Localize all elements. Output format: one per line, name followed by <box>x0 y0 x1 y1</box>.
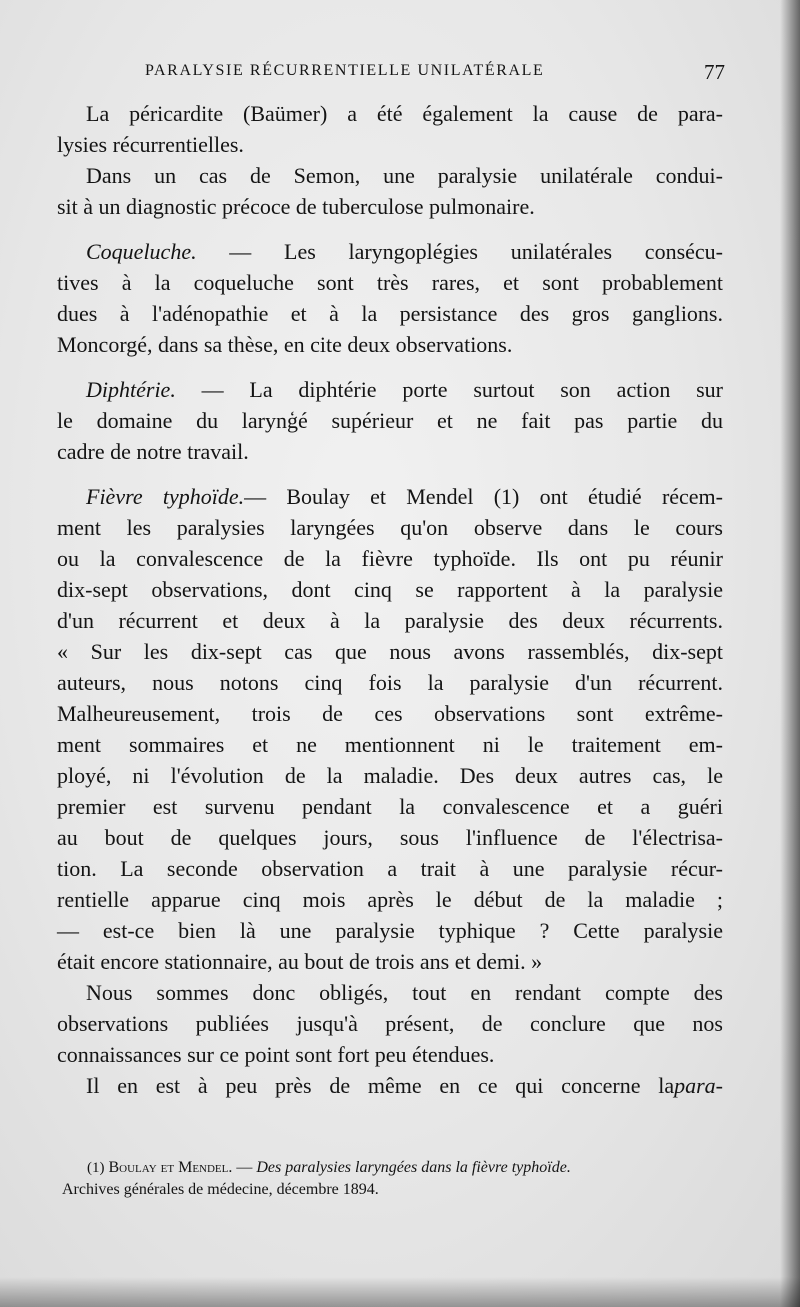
section-heading-coqueluche: Coqueluche. <box>86 239 197 264</box>
text-line: le domaine du larynģé supérieur et ne fait pas partie du <box>57 408 723 433</box>
paragraph-gap <box>57 222 723 236</box>
text-line: ployé, ni l'évolution de la maladie. Des deux autres cas, le <box>57 763 723 788</box>
footnote-authors: Boulay et Mendel. <box>108 1159 233 1176</box>
footnote-dash: — <box>232 1159 257 1176</box>
text-line: ou la convalescence de la fièvre typhoïde. Ils ont pu réunir <box>57 546 723 571</box>
hyphenated-word: para- <box>674 1073 723 1098</box>
text-line: rentielle apparue cinq mois après le début de la maladie ; <box>57 887 723 912</box>
body-text <box>57 98 723 1101</box>
paragraph-gap <box>57 467 723 481</box>
text-run: — Boulay et Mendel (1) ont étudié récem- <box>244 484 723 509</box>
paragraph-diphterie <box>57 374 723 467</box>
page-bottom-shadow <box>0 1277 800 1307</box>
text-run: — Les laryngoplégies unilatérales consécu- <box>196 239 723 264</box>
text-line <box>57 374 723 405</box>
text-line: au bout de quelques jours, sous l'influence de l'électrisa- <box>57 825 723 850</box>
text-run: — La diphtérie porte surtout son action sur <box>175 377 723 402</box>
text-line: dix-sept observations, dont cinq se rapportent à la paralysie <box>57 577 723 602</box>
text-line <box>57 1070 723 1101</box>
text-line: d'un récurrent et deux à la paralysie des deux récurrents. <box>57 608 723 633</box>
text-line: ment les paralysies laryngées qu'on observe dans le cours <box>57 515 723 540</box>
paragraph-gap <box>57 360 723 374</box>
paragraph-fievre-typhoide <box>57 481 723 977</box>
text-line: auteurs, nous notons cinq fois la paralysie d'un récurrent. <box>57 670 723 695</box>
section-heading-fievre-typhoide: Fièvre typhoïde. <box>86 484 245 509</box>
text-line <box>57 481 723 512</box>
text-line: La péricardite (Baümer) a été également la cause de para- <box>86 101 723 126</box>
footnote <box>62 1157 724 1201</box>
page-header <box>145 60 725 86</box>
text-line: — est-ce bien là une paralysie typhique ? Cette paralysie <box>57 918 723 943</box>
running-title: PARALYSIE RÉCURRENTIELLE UNILATÉRALE <box>145 62 545 79</box>
paragraph-conclusion <box>57 977 723 1070</box>
section-heading-diphterie: Diphtérie. <box>86 377 176 402</box>
text-line: « Sur les dix-sept cas que nous avons rassemblés, dix-sept <box>57 639 723 664</box>
text-line <box>57 236 723 267</box>
text-line: Nous sommes donc obligés, tout en rendant compte des <box>86 980 723 1005</box>
page-number: 77 <box>704 60 725 84</box>
text-line: cadre de notre travail. <box>57 439 249 464</box>
text-line: connaissances sur ce point sont fort peu étendues. <box>57 1042 495 1067</box>
text-line: Dans un cas de Semon, une paralysie unilatérale condui- <box>86 163 723 188</box>
text-line: tion. La seconde observation a trait à une paralysie récur- <box>57 856 723 881</box>
footnote-title: Des paralysies laryngées dans la fièvre typhoïde. <box>256 1159 571 1176</box>
footnote-line: Archives générales de médecine, décembre 1894. <box>62 1181 379 1198</box>
text-line: observations publiées jusqu'à présent, de conclure que nos <box>57 1011 723 1036</box>
text-line: premier est survenu pendant la convalescence et a guéri <box>57 794 723 819</box>
text-line: Malheureusement, trois de ces observations sont extrême- <box>57 701 723 726</box>
paragraph-coqueluche <box>57 236 723 360</box>
text-line: dues à l'adénopathie et à la persistance des gros ganglions. <box>57 301 723 326</box>
text-line: lysies récurrentielles. <box>57 132 244 157</box>
paragraph-semon <box>57 160 723 222</box>
footnote-marker: (1) <box>87 1160 105 1176</box>
text-line: ment sommaires et ne mentionnent ni le traitement em- <box>57 732 723 757</box>
footnote-line <box>62 1157 724 1179</box>
text-line: était encore stationnaire, au bout de trois ans et demi. » <box>57 949 543 974</box>
paragraph-continuation <box>57 1070 723 1101</box>
paragraph-pericardite <box>57 98 723 160</box>
text-line: tives à la coqueluche sont très rares, et sont probablement <box>57 270 723 295</box>
text-line: Moncorgé, dans sa thèse, en cite deux observations. <box>57 332 513 357</box>
text-line: sit à un diagnostic précoce de tuberculose pulmonaire. <box>57 194 535 219</box>
text-run: Il en est à peu près de même en ce qui concerne la <box>86 1073 675 1098</box>
page-edge-shadow <box>780 0 800 1307</box>
